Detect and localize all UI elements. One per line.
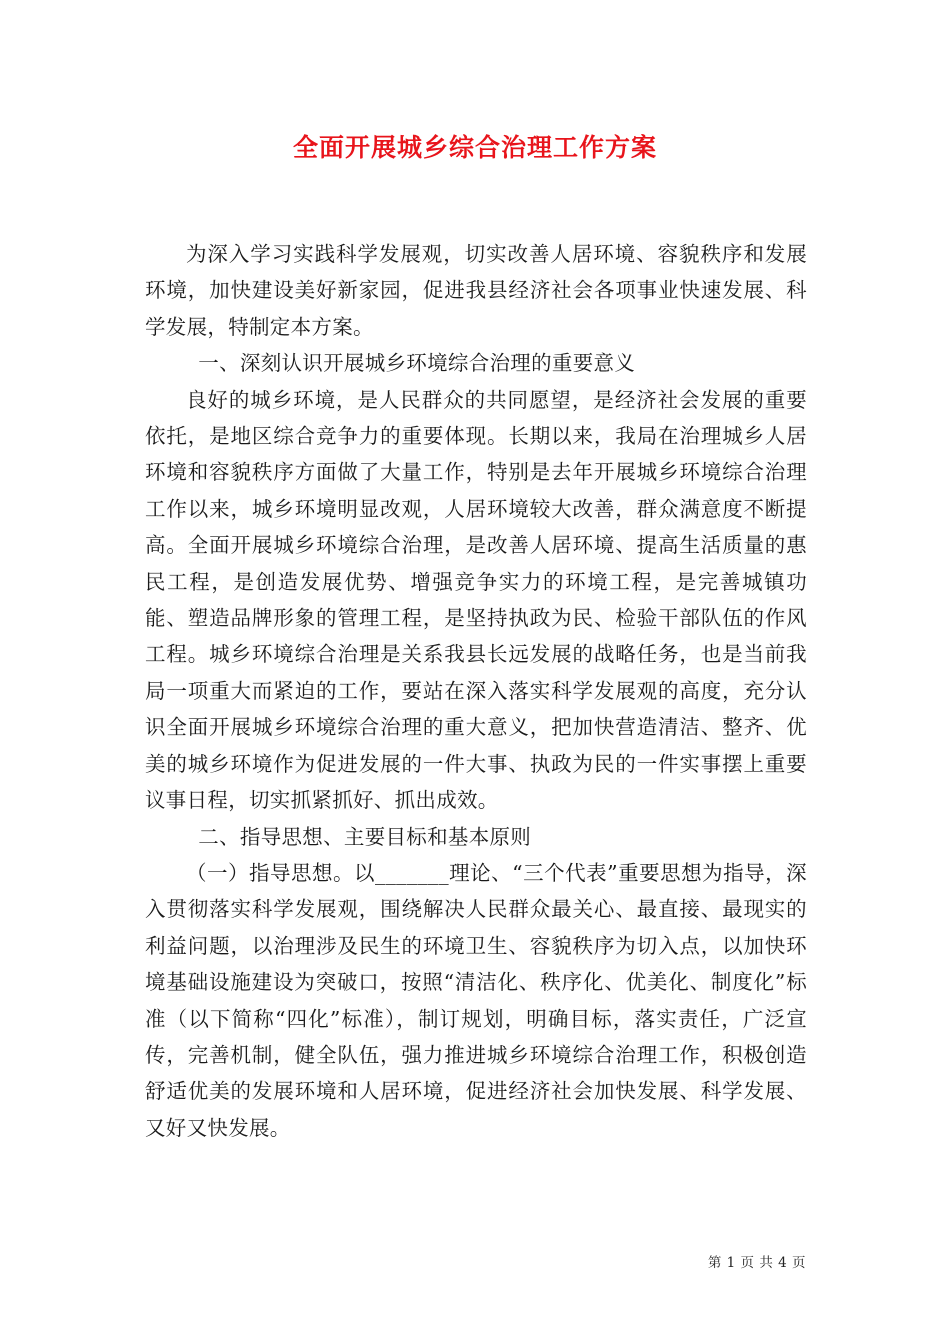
intro-paragraph: 为深入学习实践科学发展观，切实改善人居环境、容貌秩序和发展环境，加快建设美好新家园，促进我县经济社会各项事业快速发展、科学发展，特制定本方案。 xyxy=(145,242,807,339)
section-heading-2: 二、指导思想、主要目标和基本原则 xyxy=(198,824,532,849)
section-1-paragraph: 良好的城乡环境，是人民群众的共同愿望，是经济社会发展的重要依托，是地区综合竞争力的重要体现。长期以来，我局在治理城乡人居环境和容貌秩序方面做了大量工作，特别是去年开展城乡环境综合治理工作以来，城乡环境明显改观，人居环境较大改善，群众满意度不断提高。全面开展城乡环境综合治理，是改善人居环境、提高生活质量的惠民工程，是创造发展优势、增强竞争实力的环境工程，是完善城镇功能、塑造品牌形象的管理工程，是坚持执政为民、检验干部队伍的作风工程。城乡环境综合治理是关系我县长远发展的战略任务，也是当前我局一项重大而紧迫的工作，要站在深入落实科学发展观的高度，充分认识全面开展城乡环境综合治理的重大意义，把加快营造清洁、整齐、优美的城乡环境作为促进发展的一件大事、执政为民的一件实事摆上重要议事日程，切实抓紧抓好、抓出成效。 xyxy=(145,387,807,813)
document-title: 全面开展城乡综合治理工作方案 xyxy=(292,133,657,162)
guiding-thought-paragraph: （一）指导思想。以_______理论、“三个代表”重要思想为指导，深入贯彻落实科学发展观，围绕解决人民群众最关心、最直接、最现实的利益问题，以治理涉及民生的环境卫生、容貌秩序为切入点，以加快环境基础设施建设为突破口，按照“清洁化、秩序化、优美化、制度化”标准（以下简称“四化”标准），制订规划，明确目标，落实责任，广泛宣传，完善机制，健全队伍，强力推进城乡环境综合治理工作，积极创造舒适优美的发展环境和人居环境，促进经济社会加快发展、科学发展、又好又快发展。 xyxy=(145,860,807,1140)
section-heading-1: 一、深刻认识开展城乡环境综合治理的重要意义 xyxy=(198,351,636,376)
page-number-footer: 第 1 页 共 4 页 xyxy=(707,1255,806,1271)
document-body xyxy=(145,236,807,1146)
